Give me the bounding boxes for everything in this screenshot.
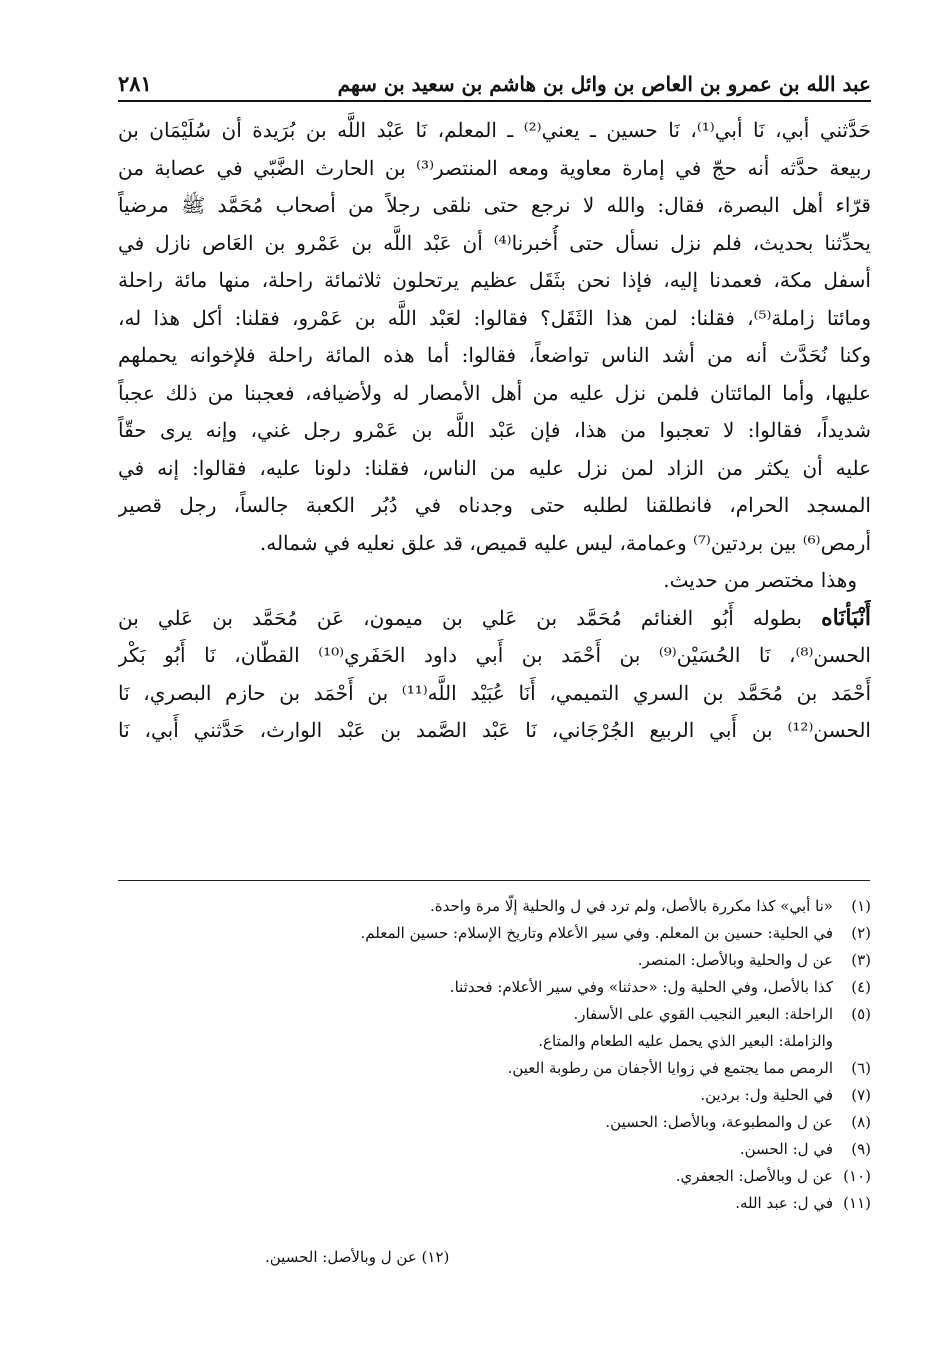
text-line: الحسن⁽¹²⁾ بن أَبي الربيع الجُرْجَاني، نَا عَبْد الصَّمد بن عَبْد الوارث، حَدَّثني أَبي، نَا bbox=[118, 718, 871, 742]
footnote: (٣) عن ل والحلية وبالأصل: المنصر. bbox=[637, 951, 871, 969]
footnote-divider bbox=[118, 880, 870, 881]
footnote: (٤) كذا بالأصل، وفي الحلية ول: «حدثنا» وفي سير الأعلام: فحدثنا. bbox=[449, 978, 871, 996]
text-line-anbaana bbox=[118, 600, 871, 638]
footnote: (٦) الرمص مما يجتمع في زوايا الأجفان من رطوبة العين. bbox=[507, 1059, 871, 1077]
text-line: أَحْمَد بن مُحَمَّد بن السري التميمي، أَنَا عُبَيْد اللَّه⁽¹¹⁾ بن أَحْمَد بن حازم البصري، نَا bbox=[118, 680, 871, 705]
text-line: شديداً، فقالوا: لا تعجبوا من هذا، فإن عَبْد اللَّه بن عَمْرو رجل غني، وإنه يرى حقّاً bbox=[118, 418, 871, 442]
footnote: (٧) في الحلية ول: بردين. bbox=[700, 1086, 871, 1104]
main-text bbox=[118, 112, 871, 750]
text-line: الحسن⁽⁸⁾، نَا الحُسَيْن⁽⁹⁾ بن أَحْمَد بن أَبي داود الحَفَري⁽¹⁰⁾ القطّان، نَا أَبُو بَكْر bbox=[118, 643, 871, 667]
footnote: (٢) في الحلية: حسين بن المعلم. وفي سير الأعلام وتاريخ الإسلام: حسين المعلم. bbox=[360, 924, 871, 942]
page-number: ٢٨١ bbox=[118, 71, 152, 96]
footnote: (٩) في ل: الحسن. bbox=[739, 1140, 871, 1158]
lead-rest: بطوله أَبُو الغنائم مُحَمَّد بن عَلي بن ميمون، عَن مُحَمَّد بن عَلي بن bbox=[118, 605, 802, 630]
text-line: عليه أن يكثر من الزاد لمن نزل عليه من الناس، فقلنا: دلونا عليه، فقالوا: إنه في bbox=[118, 455, 871, 480]
text-line: وكنا نُحَدَّث أنه من أشد الناس تواضعاً، فقالوا: أما هذه المائة راحلة فلإخوانه يحملهم bbox=[118, 343, 871, 367]
text-line: حَدَّثني أبي، نَا أبي⁽¹⁾، نَا حسين ـ يعني⁽²⁾ ـ المعلم، نَا عَبْد اللَّه بن بُرَيدة أن سُلَيْمَان بن bbox=[118, 118, 871, 142]
text-line: عليها، وأما المائتان فلمن نزل عليه من أهل الأمصار له ولأضيافه، فعجبنا من ذلك عجباً bbox=[118, 380, 871, 405]
text-line: أسفل مكة، فعمدنا إليه، فإذا نحن بثَقَل عظيم يرتحلون ثلاثمائة راحلة، منها مائة راحلة bbox=[118, 268, 871, 292]
text-line: وهذا مختصر من حديث. bbox=[663, 568, 857, 592]
header-title: عبد الله بن عمرو بن العاص بن وائل بن هاشم بن سعيد بن سهم bbox=[337, 72, 871, 96]
footnote-12: (١٢) عن ل وبالأصل: الحسين. bbox=[265, 1248, 450, 1266]
lead-word: أَنْبَأنَاه bbox=[821, 604, 871, 631]
footnote: (٥) الراحلة: البعير النجيب القوي على الأسفار. bbox=[573, 1005, 871, 1023]
footnote: (١١) في ل: عبد الله. bbox=[735, 1194, 871, 1212]
text-line: ومائتا زاملة⁽⁵⁾، فقلنا: لمن هذا الثَقَل؟ فقالوا: لعَبْد اللَّه بن عَمْرو، فقلنا: أكل هذا له، bbox=[118, 305, 871, 330]
footnote: (١٠) عن ل وبالأصل: الجعفري. bbox=[675, 1167, 871, 1185]
footnote: (٨) عن ل والمطبوعة، وبالأصل: الحسين. bbox=[605, 1113, 871, 1131]
footnote: (١) «نا أبي» كذا مكررة بالأصل، ولم ترد في ل والحلية إلّا مرة واحدة. bbox=[429, 897, 871, 915]
text-line: ربيعة حدَّثه أنه حجّ في إمارة معاوية ومعه المنتصر⁽³⁾ بن الحارث الضَّبّي في عصابة من bbox=[118, 155, 871, 180]
running-header bbox=[118, 56, 871, 102]
text-line: يحدِّثنا بحديث، فلم نزل نسأل حتى أُخبرنا⁽⁴⁾ أن عَبْد اللَّه بن عَمْرو بن العَاص نازل في bbox=[118, 230, 871, 255]
text-line: أرمص⁽⁶⁾ بين بردتين⁽⁷⁾ وعمامة، ليس عليه قميص، قد علق نعليه في شماله. bbox=[259, 530, 871, 555]
text-line: المسجد الحرام، فانطلقنا لطلبه حتى وجدناه في دُبُر الكعبة جالساً، رجل قصير bbox=[118, 493, 871, 517]
footnotes bbox=[150, 893, 871, 1217]
text-line: قرّاء أهل البصرة، فقال: والله لا نرجع حتى نلقى رجلاً من أصحاب مُحَمَّد ﷺ مرضياً bbox=[118, 193, 871, 217]
footnote-continuation: والزاملة: البعير الذي يحمل عليه الطعام والمتاع. bbox=[538, 1032, 833, 1050]
